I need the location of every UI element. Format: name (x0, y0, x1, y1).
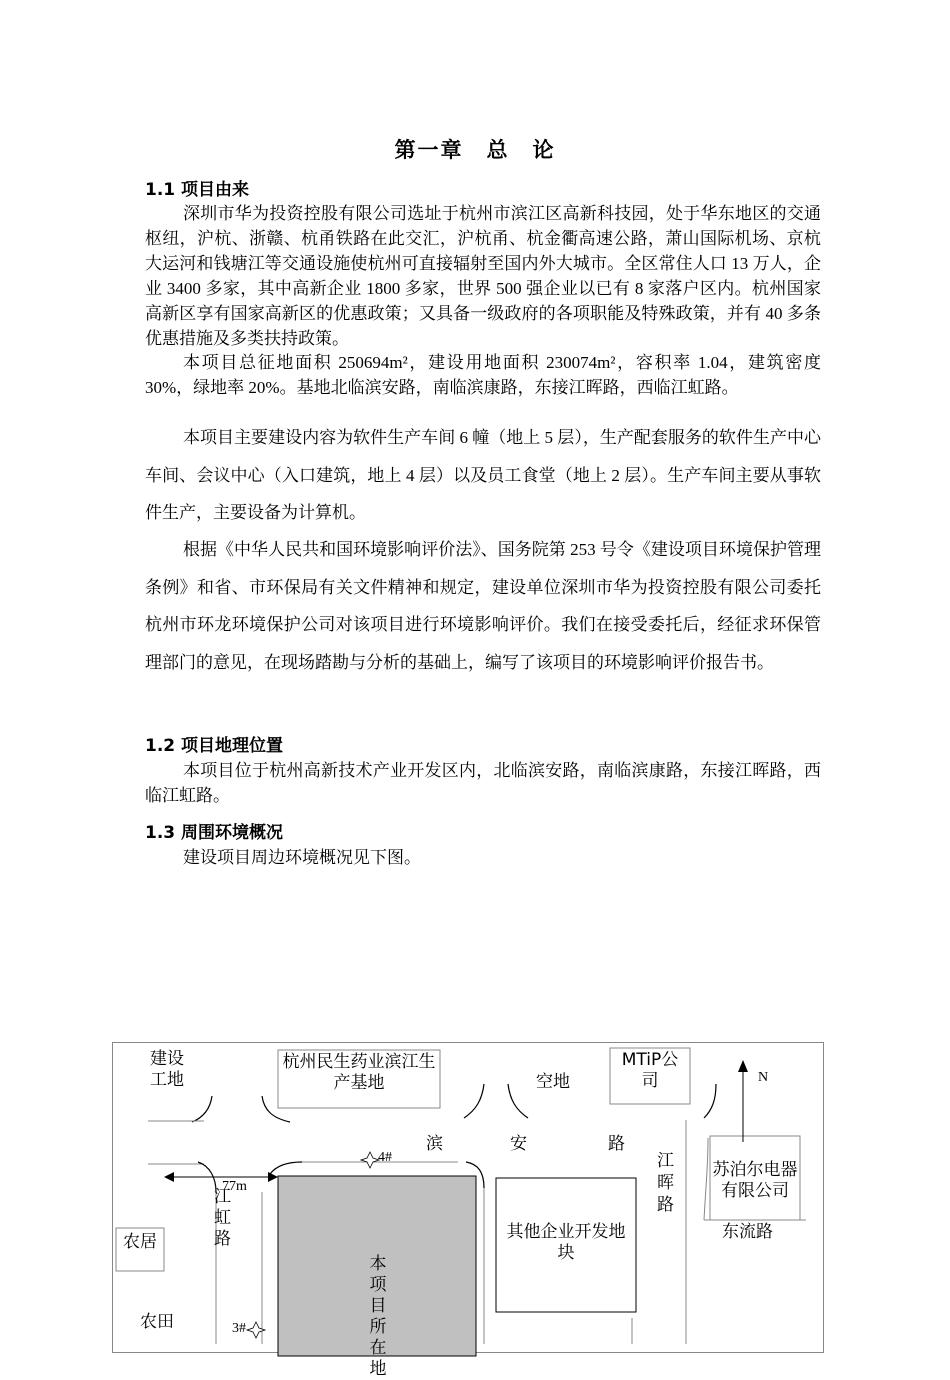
label-road-binan-2: 安 (510, 1134, 527, 1154)
road-curve-5 (704, 1084, 716, 1118)
road-curve-2 (262, 1096, 290, 1122)
label-road-binan-1: 滨 (426, 1134, 443, 1154)
section-heading-1-3: 1.3 周围环境概况 (145, 823, 284, 843)
label-vacant-land: 空地 (536, 1072, 570, 1092)
label-road-jianghui (657, 1150, 695, 1216)
road-curve-4 (508, 1084, 528, 1118)
label-dongliu-road: 东流路 (722, 1222, 773, 1242)
monitor-point-4-icon (361, 1152, 379, 1168)
label-residence: 农居 (123, 1232, 157, 1252)
label-minsheng: 杭州民生药业滨江生产基地 (282, 1052, 436, 1093)
label-construction-site: 建设工地 (150, 1049, 184, 1090)
label-point-3: 3# (232, 1321, 246, 1336)
paragraph-origin-1: 深圳市华为投资控股有限公司选址于杭州市滨江区高新科技园，处于华东地区的交通枢纽，沪杭、浙赣、杭甬铁路在此交汇，沪杭甬、杭金衢高速公路，萧山国际机场、京杭大运河和钱塘江等交通设施使杭州可直接辐射至国内外大城市。全区常住人口 13 万人，企业 3400 多家，其中高新企业 1800 多家，世界 500 强企业以已有 8 家落户区内。杭州国家高新区享有国家高新区的优惠政策；又具备一级政府的各项职能及特殊政策，并有 40 多条优惠措施及多类扶持政策。 (145, 204, 821, 348)
label-supor: 苏泊尔电器有限公司 (712, 1160, 798, 1201)
paragraph-surroundings: 建设项目周边环境概况见下图。 (183, 848, 421, 867)
paragraph-location: 本项目位于杭州高新技术产业开发区内，北临滨安路，南临滨康路，东接江晖路，西临江虹路。 (145, 761, 821, 805)
label-farmland: 农田 (140, 1312, 174, 1332)
section-heading-1-2: 1.2 项目地理位置 (145, 736, 284, 756)
chapter-title: 第一章 总 论 (394, 138, 556, 162)
paragraph-origin-3: 本项目主要建设内容为软件生产车间 6 幢（地上 5 层），生产配套服务的软件生产中心车间、会议中心（入口建筑，地上 4 层）以及员工食堂（地上 2 层）。生产车间主要从事软件生产，主要设备为计算机。 (145, 428, 821, 522)
paragraph-origin-2: 本项目总征地面积 250694m²，建设用地面积 230074m²，容积率 1.04，建筑密度 30%，绿地率 20%。基地北临滨安路，南临滨康路，东接江晖路，西临江虹路。 (145, 353, 821, 397)
label-other-dev: 其他企业开发地块 (506, 1222, 626, 1263)
label-north: N (758, 1070, 769, 1085)
arrow-east (268, 1172, 278, 1182)
north-arrow-head (738, 1060, 748, 1072)
label-distance: 77m (222, 1179, 247, 1194)
label-project-site: 本项目所在地 (369, 1254, 387, 1379)
label-road-jianghong-text: 江虹路 (214, 1187, 231, 1249)
arrow-west (164, 1172, 174, 1182)
road-curve-1 (192, 1096, 212, 1122)
label-point-4: 4# (378, 1150, 392, 1165)
label-road-jianghong (214, 1187, 254, 1250)
road-line-e (704, 1138, 708, 1220)
label-mtip: MTiP公司 (621, 1050, 679, 1091)
label-road-binan-3: 路 (608, 1134, 625, 1154)
road-curve-3 (464, 1084, 484, 1118)
label-road-jianghui-text: 江晖路 (657, 1151, 674, 1215)
section-heading-1-1: 1.1 项目由来 (145, 180, 250, 200)
surroundings-map (112, 1042, 824, 1379)
paragraph-origin-4: 根据《中华人民共和国环境影响评价法》、国务院第 253 号令《建设项目环境保护管理条例》和省、市环保局有关文件精神和规定，建设单位深圳市华为投资控股有限公司委托杭州市环龙环境保护公司对该项目进行环境影响评价。我们在接受委托后，经征求环保管理部门的意见，在现场踏勘与分析的基础上，编写了该项目的环境影响评价报告书。 (145, 540, 821, 672)
road-curve-7 (270, 1162, 302, 1174)
